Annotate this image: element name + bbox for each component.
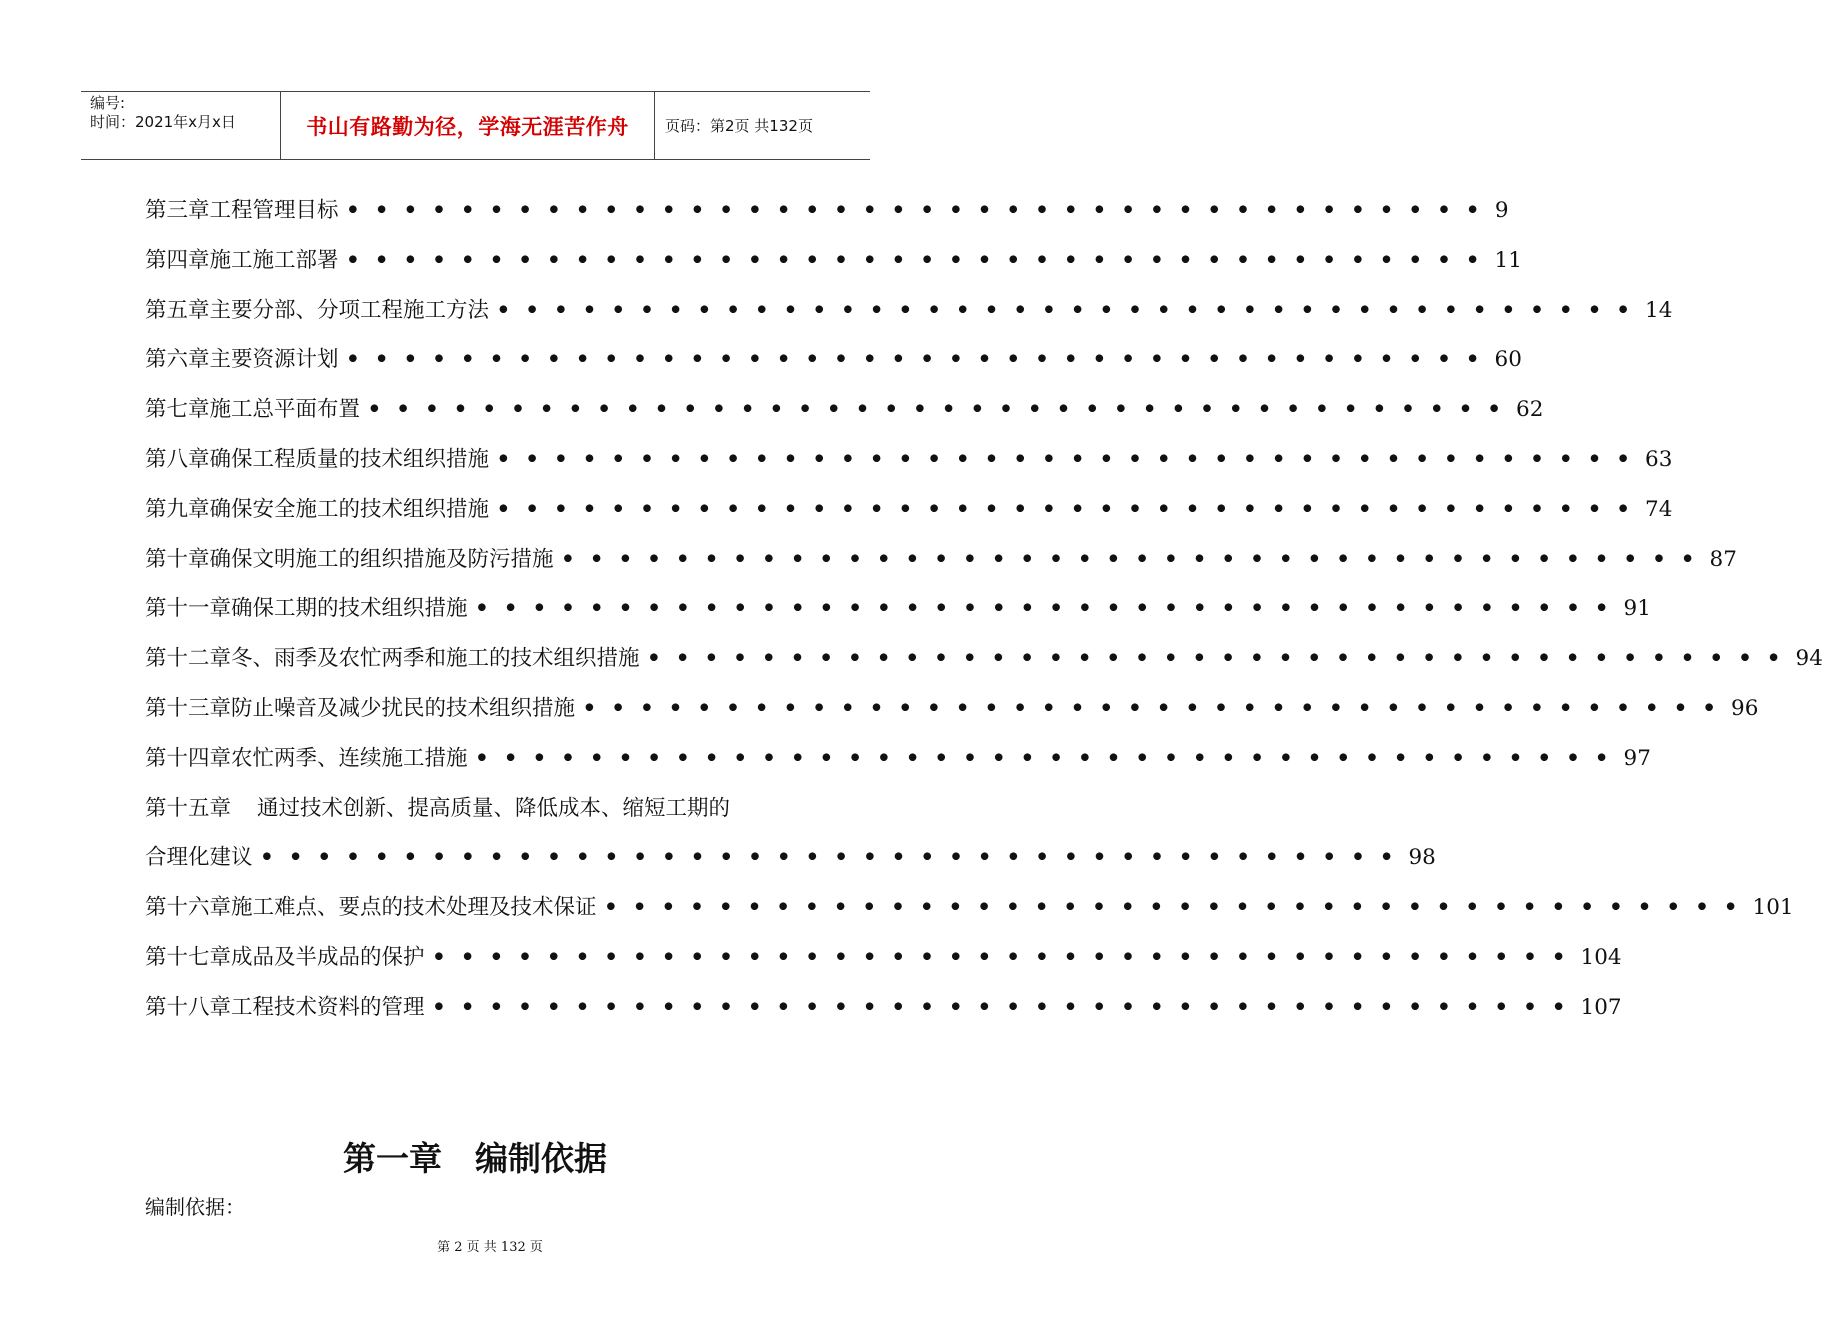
toc-leader-dots: • • • • • • • • • • • • • • • • • • • • • • • • • • • • • • • • • • • • • • • • [338,198,1495,223]
toc-page-number: 107 [1580,994,1622,1020]
table-of-contents [145,186,1823,1033]
page-header [81,91,870,160]
toc-title: 确保安全施工的技术组织措施 [209,496,490,522]
header-meta [81,92,281,159]
toc-entry[interactable] [145,983,1622,1033]
toc-title: 确保工期的技术组织措施 [231,596,468,622]
toc-title: 施工难点、要点的技术处理及技术保证 [231,895,597,921]
toc-page-number: 104 [1580,944,1622,970]
toc-title: 确保工程质量的技术组织措施 [209,446,490,472]
toc-entry[interactable] [145,335,1522,385]
toc-leader-dots: • • • • • • • • • • • • • • • • • • • • • • • • • • • • • • • • • • • • • • • • [338,347,1495,373]
toc-entry[interactable] [145,485,1673,535]
header-motto: 书山有路勤为径，学海无涯苦作舟 [306,113,629,139]
toc-leader-dots: • • • • • • • • • • • • • • • • • • • • • • • • • • • • • • • • • • • • • • • • [489,446,1646,472]
toc-page-number: 94 [1795,646,1823,672]
section-label: 编制依据： [145,1195,245,1219]
toc-entry[interactable] [145,535,1737,585]
toc-chapter-number: 第十二章 [145,646,232,672]
toc-page-number: 74 [1645,496,1673,522]
toc-chapter-number: 第十六章 [145,895,232,921]
page-footer: 第 2 页 共 132 页 [437,1240,543,1255]
toc-title: 施工施工部署 [209,247,339,273]
toc-chapter-number: 第四章 [145,247,210,273]
toc-page-number: 101 [1752,895,1794,921]
header-motto-cell [281,92,655,159]
toc-chapter-number: 第八章 [145,446,210,472]
toc-page-number: 97 [1623,745,1651,771]
toc-title: 通过技术创新、提高质量、降低成本、缩短工期的 [257,795,731,821]
header-page-info: 页码：第2页 共132页 [665,117,813,135]
toc-title: 防止噪音及减少扰民的技术组织措施 [231,695,576,721]
toc-page-number: 87 [1709,546,1737,572]
toc-page-number: 14 [1645,297,1673,323]
toc-leader-dots: • • • • • • • • • • • • • • • • • • • • • • • • • • • • • • • • • • • • • • • • [338,247,1495,273]
toc-entry[interactable] [145,435,1673,485]
toc-entry[interactable] [145,385,1544,435]
toc-entry[interactable] [145,833,1436,883]
toc-page-number: 11 [1494,247,1522,273]
toc-page-number: 98 [1408,845,1436,871]
toc-chapter-number: 第十七章 [145,944,232,970]
toc-leader-dots: • • • • • • • • • • • • • • • • • • • • • • • • • • • • • • • • • • • • • • • • [467,745,1624,771]
toc-entry[interactable] [145,734,1651,784]
toc-entry[interactable] [145,286,1673,336]
toc-page-number: 62 [1516,397,1544,423]
toc-chapter-number: 第十章 [145,546,210,572]
toc-leader-dots: • • • • • • • • • • • • • • • • • • • • • • • • • • • • • • • • • • • • • • • • [424,994,1581,1020]
toc-chapter-number: 第三章 [145,198,210,223]
toc-leader-dots: • • • • • • • • • • • • • • • • • • • • • • • • • • • • • • • • • • • • • • • • [575,695,1732,721]
toc-entry[interactable] [145,186,1509,236]
toc-chapter-number: 第九章 [145,496,210,522]
toc-title: 农忙两季、连续施工措施 [231,745,468,771]
toc-chapter-number: 第十五章 [145,795,232,821]
time-label: 时间：2021年x月x日 [90,113,236,131]
toc-page-number: 60 [1494,347,1522,373]
toc-leader-dots: • • • • • • • • • • • • • • • • • • • • • • • • • • • • • • • • • • • • • • • • [489,496,1646,522]
toc-title: 主要分部、分项工程施工方法 [209,297,490,323]
toc-title: 主要资源计划 [209,347,339,373]
toc-leader-dots: • • • • • • • • • • • • • • • • • • • • • • • • • • • • • • • • • • • • • • • • [424,944,1581,970]
toc-leader-dots: • • • • • • • • • • • • • • • • • • • • • • • • • • • • • • • • • • • • • • • • [252,845,1409,871]
toc-chapter-number: 第六章 [145,347,210,373]
toc-title: 成品及半成品的保护 [231,944,425,970]
toc-entry[interactable] [145,584,1651,634]
toc-title: 合理化建议 [145,845,253,871]
toc-title: 冬、雨季及农忙两季和施工的技术组织措施 [231,646,640,672]
toc-chapter-number: 第十八章 [145,994,232,1020]
toc-leader-dots: • • • • • • • • • • • • • • • • • • • • • • • • • • • • • • • • • • • • • • • • [639,646,1796,672]
toc-chapter-number: 第十四章 [145,745,232,771]
toc-page-number: 9 [1494,198,1509,223]
toc-entry[interactable] [145,883,1794,933]
toc-page-number: 91 [1623,596,1651,622]
toc-title: 施工总平面布置 [209,397,361,423]
toc-leader-dots: • • • • • • • • • • • • • • • • • • • • • • • • • • • • • • • • • • • • • • • • [360,397,1517,423]
chapter-heading: 第一章 编制依据 [343,1139,607,1178]
toc-chapter-number: 第十一章 [145,596,232,622]
toc-entry[interactable] [145,236,1522,286]
toc-chapter-number: 第十三章 [145,695,232,721]
toc-entry[interactable] [145,634,1823,684]
toc-chapter-number: 第五章 [145,297,210,323]
toc-page-number: 63 [1645,446,1673,472]
toc-entry[interactable] [145,684,1759,734]
toc-title: 确保文明施工的组织措施及防污措施 [209,546,554,572]
serial-label: 编号: [90,94,126,112]
toc-leader-dots: • • • • • • • • • • • • • • • • • • • • • • • • • • • • • • • • • • • • • • • • [489,297,1646,323]
toc-entry[interactable] [145,933,1622,983]
toc-page-number: 96 [1731,695,1759,721]
toc-title: 工程技术资料的管理 [231,994,425,1020]
toc-entry[interactable] [145,784,840,834]
toc-chapter-number: 第七章 [145,397,210,423]
toc-leader-dots: • • • • • • • • • • • • • • • • • • • • • • • • • • • • • • • • • • • • • • • • [596,895,1753,921]
toc-leader-dots: • • • • • • • • • • • • • • • • • • • • • • • • • • • • • • • • • • • • • • • • [553,546,1710,572]
toc-leader-dots: • • • • • • • • • • • • • • • • • • • • • • • • • • • • • • • • • • • • • • • • [467,596,1624,622]
toc-title: 工程管理目标 [209,198,339,223]
